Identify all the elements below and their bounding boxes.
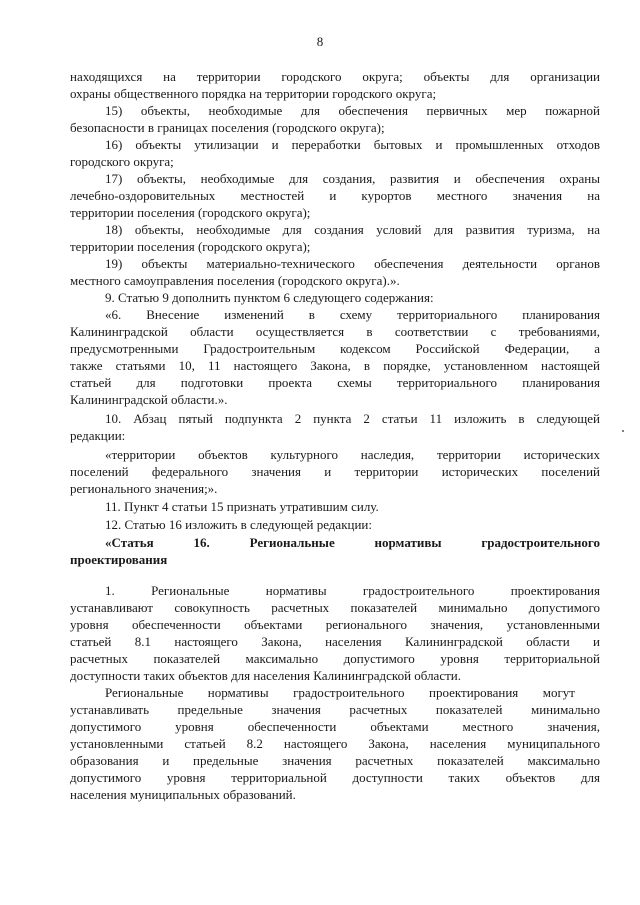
text-line: «территории объектов культурного наследия, территории исторических (105, 447, 600, 462)
text-line: установленными статьей 8.2 настоящего Закона, населения муниципального (70, 736, 600, 751)
text-line: Калининградской области осуществляется в соответствии с требованиями, (70, 324, 600, 339)
text-line: устанавливать предельные значения расчетных показателей минимально (70, 702, 600, 717)
text-line: расчетных показателей максимально допустимого уровня территориальной (70, 651, 600, 666)
text-line: 17) объекты, необходимые для создания, развития и обеспечения охраны (105, 171, 600, 186)
text-line: Региональные нормативы градостроительного проектирования могут (105, 685, 575, 700)
text-line: образования и предельные значения расчетных показателей максимально (70, 753, 600, 768)
text-line: Калининградской области.». (70, 392, 228, 407)
article-heading: проектирования (70, 552, 168, 567)
text-line: 11. Пункт 4 статьи 15 признать утратившим силу. (105, 499, 379, 514)
text-line: населения муниципальных образований. (70, 787, 296, 802)
text-line: лечебно-оздоровительных местностей и курортов местного значения на (70, 188, 600, 203)
text-line: 12. Статью 16 изложить в следующей редакции: (105, 517, 372, 532)
text-line: городского округа; (70, 154, 174, 169)
text-line: 9. Статью 9 дополнить пунктом 6 следующего содержания: (105, 290, 434, 305)
text-line: доступности таких объектов для населения Калининградской области. (70, 668, 461, 683)
text-line: 1. Региональные нормативы градостроительного проектирования (105, 583, 600, 598)
text-line: местного самоуправления поселения (городского округа).». (70, 273, 400, 288)
text-line: редакции: (70, 428, 126, 443)
text-line: предусмотренными Градостроительным кодексом Российской Федерации, а (70, 341, 600, 356)
text-line: уровня обеспеченности объектами регионального значения, установленными (70, 617, 600, 632)
page-number: 8 (316, 34, 324, 49)
text-line: допустимого уровня обеспеченности объектами местного значения, (70, 719, 600, 734)
text-line: 18) объекты, необходимые для создания условий для развития туризма, на (105, 222, 600, 237)
text-line: находящихся на территории городского округа; объекты для организации (70, 69, 600, 84)
text-line: устанавливают совокупность расчетных показателей минимально допустимого (70, 600, 600, 615)
text-line: статьей 8.1 настоящего Закона, населения Калининградской области и (70, 634, 600, 649)
text-line: статьей для подготовки проекта схемы территориального планирования (70, 375, 600, 390)
text-line: 16) объекты утилизации и переработки бытовых и промышленных отходов (105, 137, 600, 152)
text-line: 19) объекты материально-технического обеспечения деятельности органов (105, 256, 600, 271)
text-line: территории поселения (городского округа); (70, 239, 311, 254)
article-heading: «Статья 16. Региональные нормативы градостроительного (105, 535, 600, 550)
text-line: безопасности в границах поселения (городского округа); (70, 120, 385, 135)
text-line: поселений федерального значения и территории исторических поселений (70, 464, 600, 479)
text-line: допустимого уровня территориальной доступности таких объектов для (70, 770, 600, 785)
text-line: территории поселения (городского округа); (70, 205, 311, 220)
text-line: также статьями 10, 11 настоящего Закона, в порядке, установленном настоящей (70, 358, 600, 373)
text-line: регионального значения;». (70, 481, 218, 496)
text-line: «6. Внесение изменений в схему территориального планирования (105, 307, 600, 322)
text-line: 10. Абзац пятый подпункта 2 пункта 2 статьи 11 изложить в следующей (105, 411, 600, 426)
margin-mark (622, 430, 624, 432)
text-line: охраны общественного порядка на территории городского округа; (70, 86, 437, 101)
text-line: 15) объекты, необходимые для обеспечения первичных мер пожарной (105, 103, 600, 118)
